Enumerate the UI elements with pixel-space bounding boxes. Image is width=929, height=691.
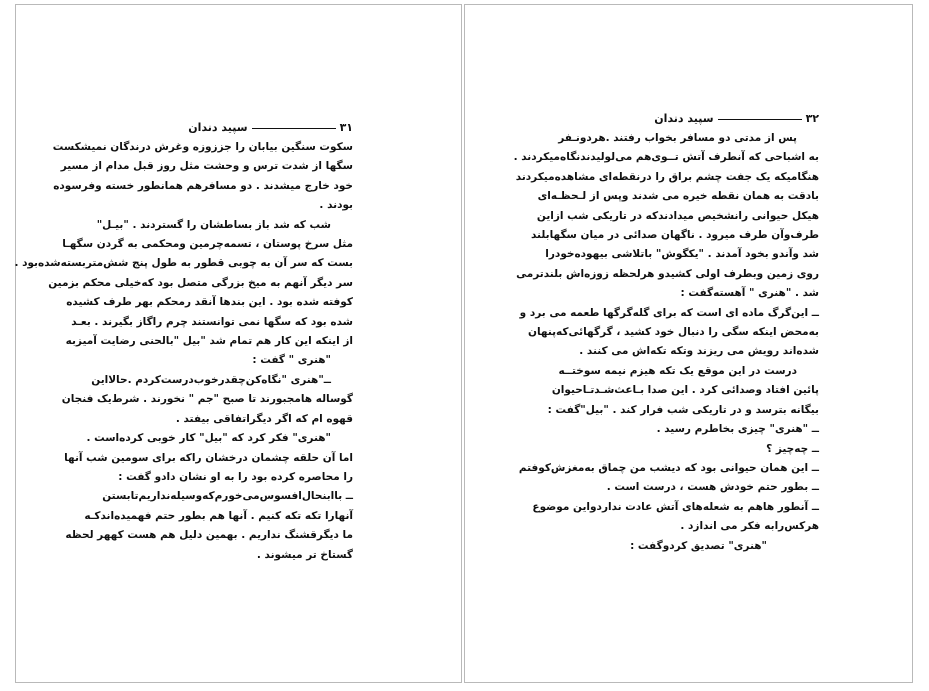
left-page xyxy=(15,4,462,683)
page-number: ۳۱ xyxy=(339,121,353,135)
text-line: بودند . xyxy=(319,199,353,212)
text-line: بست که سر آن به چوبی قطور به طول پنج شش‌متربسته‌شده‌بود . xyxy=(14,257,353,270)
text-line: به‌محض اینکه سگی را دنبال خود کشید ، گرگهائی‌که‌پنهان xyxy=(527,326,819,339)
text-line: خود خارج میشدند . دو مسافرهم همانطور خسته وفرسوده xyxy=(53,179,353,192)
left-page-header xyxy=(121,118,353,138)
text-line: شده‌اند رویش می ریزند وتکه تکه‌اش می کنند . xyxy=(579,345,819,358)
text-line: ــ "هنری" چیزی بخاطرم رسید . xyxy=(656,423,819,436)
text-line: "هنری" فکر کرد که "بیل" کار خوبی کرده‌است . xyxy=(86,432,331,445)
text-line: "هنری " گفت : xyxy=(252,354,331,367)
text-line: شد وآندو بخود آمدند . "یکگوش" باتلاشی بیهوده‌خودرا xyxy=(545,248,819,261)
text-line: ما دیگرقشنگ نداریم . بهمین دلیل هم هست کههر لحظه xyxy=(65,529,353,542)
text-line: گستاخ تر میشوند . xyxy=(256,548,353,561)
text-line: ــ آنطور هاهم به شعله‌های آتش عادت نداردواین موضوع xyxy=(532,500,819,513)
text-line: قهوه ام که اگر دیگراتفاقی بیفتد . xyxy=(175,412,353,425)
text-line: شده بود که سگها نمی توانستند چرم راگاز بگیرند . بعـد xyxy=(71,315,353,328)
header-rule xyxy=(252,128,336,129)
right-page-content xyxy=(513,109,819,556)
right-page xyxy=(464,4,913,683)
right-page-header xyxy=(587,109,819,129)
running-title: سپید دندان xyxy=(188,121,248,135)
text-line: سر دیگر آنهم به میخ بزرگی متصل بود که‌خیلی محکم بزمین xyxy=(48,276,353,289)
text-line: روی زمین وبطرف اولی کشیدو هرلحظه زوزه‌اش بلندترمی xyxy=(516,267,819,280)
text-line: ــ باابنحال‌افسوس‌می‌خورم‌که‌وسیله‌نداریم‌تابستن xyxy=(102,490,353,503)
text-line: مثل سرخ پوستان ، تسمه‌چرمین ومحکمی به گردن سگهـا xyxy=(62,238,353,251)
text-line: بادقت به همان نقطه خیره می شدند وپس از لـحظـه‌ای xyxy=(537,190,819,203)
text-line: ــ این همان حیوانی بود که دیشب من چماق به‌مغزش‌کوفتم xyxy=(518,461,819,474)
text-line: ــ چه‌چیز ؟ xyxy=(766,442,819,455)
text-line: آنهارا تکه تکه کنیم . آنها هم بطور حتم فهمیده‌اندکـه xyxy=(84,509,353,522)
text-line: اما آن حلقه چشمان درخشان راکه برای سومین شب آنها xyxy=(64,451,353,464)
header-rule xyxy=(718,119,802,120)
text-line: شب که شد باز بساطشان را گستردند . "بیـل" xyxy=(96,218,331,231)
text-line: هیکل حیوانی رانشخیص میدادندکه در تاریکی شب ازاین xyxy=(536,209,819,222)
text-line: هرکس‌را‌به فکر می اندازد . xyxy=(680,520,819,533)
text-line: سکوت سنگین بیابان را جززوزه وغرش درندگان نمیشکست xyxy=(52,141,353,153)
text-line: به اشباحی که آنطرف آتش تــوی‌هم می‌لولیدند‌نگاه‌میکردند . xyxy=(513,151,819,164)
text-line: ــ این‌گرگ ماده ای است که برای گله‌گرگها طعمه می برد و xyxy=(519,306,819,319)
text-line: ــ بطور حتم خودش هست ، درست است . xyxy=(606,481,819,494)
text-line: ــ"هنری "نگاه‌کن‌چقدرخوب‌درست‌کردم .حالا‌این xyxy=(91,373,331,386)
text-line: از اینکه این کار هم تمام شد "بیل "بالحنی رضایت آمیزبه xyxy=(65,335,353,348)
page-number: ۳۲ xyxy=(805,112,819,126)
text-line: سگها از شدت ترس و وحشت مثل روز قبل مدام از مسیر xyxy=(60,160,353,173)
left-page-content xyxy=(14,118,353,565)
text-line: هنگامیکه یک جفت چشم براق را درنقطه‌ای مشاهده‌میکردند xyxy=(515,170,819,183)
text-line: شد . "هنری " آهسته‌گفت : xyxy=(680,287,819,300)
text-line: را محاصره کرده بود را به او نشان دادو گفت : xyxy=(118,470,353,483)
running-title: سپید دندان xyxy=(654,112,714,126)
text-line: گوساله هامجبورند تا صبح "جم " نخورند . شرط‌یک فنجان xyxy=(61,393,353,406)
text-line: پائین افتاد وصدائی کرد . این صدا بـاعث‌شـد‌تـاحیوان xyxy=(551,384,819,397)
text-line: درست در این موقع یک تکه هیزم نیمه سوختــه xyxy=(558,364,797,377)
text-line: "هنری" تصدیق کردوگفت : xyxy=(630,539,767,552)
text-line: کوفته شده بود . این بندها آنقد رمحکم بهر طرف کشیده xyxy=(66,296,353,309)
text-line: پس از مدتی دو مسافر بخواب رفتند .هردو‌نـفر xyxy=(558,132,797,144)
text-line: بیگانه بترسد و در تاریکی شب فرار کند . "بیل"گفت : xyxy=(547,403,819,416)
text-line: طرف‌وآن طرف میرود . ناگهان صدائی در میان سگهابلند xyxy=(530,229,819,242)
